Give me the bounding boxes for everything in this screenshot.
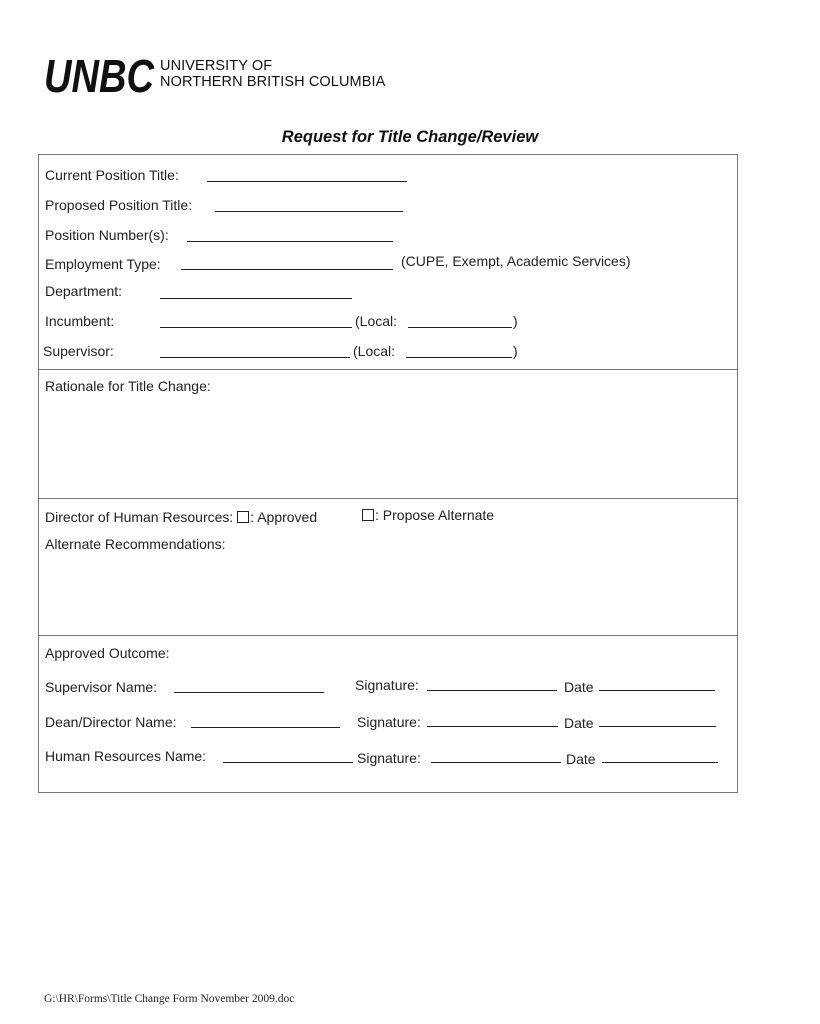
incumbent-label: Incumbent: [45, 313, 115, 329]
supervisor-local-field[interactable] [406, 357, 512, 358]
director-hr-section [38, 498, 738, 636]
dean-director-date-label: Date [564, 715, 594, 731]
university-line-2: NORTHERN BRITISH COLUMBIA [160, 74, 386, 90]
director-hr-label: Director of Human Resources: [45, 509, 234, 525]
unbc-logo-mark [44, 52, 156, 106]
approved-label: : Approved [250, 509, 318, 525]
unbc-logo [44, 52, 156, 106]
current-position-title-label: Current Position Title: [45, 167, 179, 183]
position-numbers-label: Position Number(s): [45, 227, 169, 243]
hr-signature-label: Signature: [357, 750, 421, 766]
alternate-recommendations-label: Alternate Recommendations: [45, 536, 226, 552]
rationale-label: Rationale for Title Change: [45, 378, 211, 394]
alternate-recommendations-text-area[interactable] [43, 557, 731, 629]
university-line-1: UNIVERSITY OF [160, 58, 273, 74]
propose-alternate-checkbox[interactable] [362, 509, 374, 521]
hr-date-field[interactable] [602, 762, 718, 763]
supervisor-name-field[interactable] [174, 692, 324, 693]
logo-word: UNBC [44, 50, 155, 102]
approved-outcome-section [38, 634, 738, 793]
university-name [160, 58, 385, 90]
dean-director-name-field[interactable] [191, 727, 340, 728]
department-label: Department: [45, 283, 123, 299]
incumbent-local-close: ) [513, 313, 518, 329]
employment-type-field[interactable] [181, 269, 393, 270]
supervisor-date-label: Date [564, 679, 594, 695]
incumbent-local-open: (Local: [355, 313, 398, 329]
employment-type-label: Employment Type: [45, 256, 161, 272]
dean-director-signature-field[interactable] [427, 726, 558, 727]
propose-alternate-label: : Propose Alternate [375, 507, 495, 523]
supervisor-signature-field[interactable] [427, 690, 557, 691]
hr-name-label: Human Resources Name: [45, 748, 207, 764]
rationale-section [38, 368, 738, 499]
supervisor-date-field[interactable] [599, 690, 715, 691]
propose-alternate-row [362, 507, 494, 523]
dean-director-signature-label: Signature: [357, 714, 421, 730]
supervisor-label: Supervisor: [43, 343, 114, 359]
file-path-footer: G:\HR\Forms\Title Change Form November 2009.doc [44, 993, 295, 1005]
supervisor-local-close: ) [513, 343, 518, 359]
incumbent-local-field[interactable] [408, 327, 512, 328]
approved-checkbox[interactable] [237, 511, 249, 523]
director-hr-row [45, 509, 317, 525]
hr-signature-field[interactable] [431, 762, 561, 763]
current-position-title-field[interactable] [207, 181, 407, 182]
supervisor-local-open: (Local: [353, 343, 396, 359]
approved-outcome-label: Approved Outcome: [45, 645, 170, 661]
department-field[interactable] [160, 298, 352, 299]
supervisor-signature-label: Signature: [355, 677, 419, 693]
position-info-section [38, 154, 738, 370]
hr-date-label: Date [566, 751, 596, 767]
hr-name-field[interactable] [223, 762, 353, 763]
dean-director-date-field[interactable] [599, 726, 716, 727]
incumbent-field[interactable] [160, 327, 352, 328]
rationale-text-area[interactable] [43, 400, 731, 492]
supervisor-name-label: Supervisor Name: [45, 679, 158, 695]
proposed-position-title-field[interactable] [215, 211, 403, 212]
proposed-position-title-label: Proposed Position Title: [45, 197, 193, 213]
supervisor-field[interactable] [160, 357, 350, 358]
employment-type-note: (CUPE, Exempt, Academic Services) [401, 253, 631, 269]
form-title: Request for Title Change/Review [281, 128, 539, 146]
position-numbers-field[interactable] [187, 241, 393, 242]
dean-director-name-label: Dean/Director Name: [45, 714, 177, 730]
